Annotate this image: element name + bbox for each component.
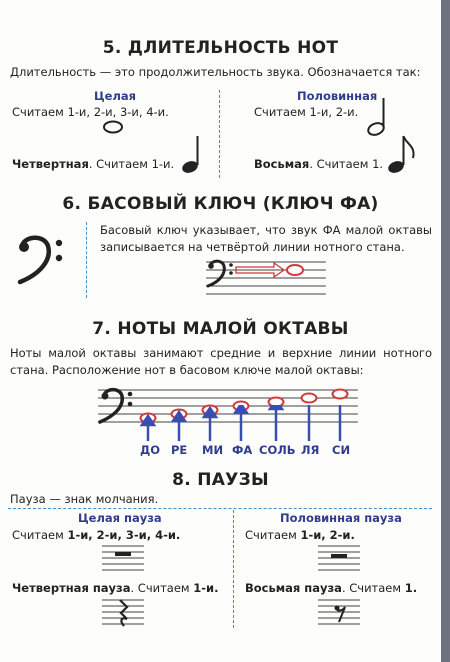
quarter-rest-label: Четвертная пауза [12, 581, 131, 595]
whole-note-text: Считаем 1-и, 2-и, 3-и, 4-и. [12, 105, 169, 119]
half-rest-icon [316, 544, 362, 574]
section5-intro: Длительность — это продолжительность звука. Обозначается так: [10, 65, 421, 79]
note-name-re: РЕ [171, 443, 188, 457]
quarter-rest-caption [12, 580, 218, 597]
whole-note-label: Целая [94, 89, 137, 103]
section8-divider-v [233, 510, 234, 628]
whole-rest-text-a: Считаем [12, 528, 68, 542]
quarter-rest-count: 1-и. [193, 581, 219, 595]
quarter-rest-icon [100, 598, 146, 628]
quarter-note-text: . Считаем 1-и. [88, 157, 175, 171]
eighth-rest-caption [245, 580, 417, 597]
note-name-fa: ФА [232, 443, 253, 457]
section7-text: Ноты малой октавы занимают средние и верхние линии нотного стана. Расположение нот в басовом ключе малой октавы: [10, 346, 432, 377]
eighth-rest-text-a: . Считаем [341, 581, 405, 595]
quarter-note-caption [12, 156, 174, 173]
eighth-note-caption [254, 156, 383, 173]
note-si-head [333, 390, 348, 399]
eighth-note-label: Восьмая [254, 157, 310, 171]
section8-divider-h [8, 508, 432, 509]
half-rest-text [245, 527, 355, 544]
half-rest-label: Половинная пауза [280, 511, 402, 525]
section5-title: 5. ДЛИТЕЛЬНОСТЬ НОТ [102, 38, 339, 58]
whole-rest-text [12, 527, 180, 544]
section6-text: Басовый ключ указывает, что звук ФА малой октавы записывается на четвёртой линии нотного стана. [100, 223, 432, 254]
note-name-si: СИ [332, 443, 351, 457]
note-name-la: ЛЯ [301, 443, 320, 457]
half-note-label: Половинная [297, 89, 378, 103]
eighth-note-text: . Считаем 1. [309, 157, 384, 171]
note-arrows [96, 405, 360, 441]
eighth-rest-label: Восьмая пауза [245, 581, 342, 595]
section6-title: 6. БАСОВЫЙ КЛЮЧ (КЛЮЧ ФА) [62, 194, 379, 214]
whole-rest-count: 1-и, 2-и, 3-и, 4-и. [67, 528, 181, 542]
half-rest-count: 1-и, 2-и. [300, 528, 355, 542]
note-la-head [302, 394, 317, 403]
section8-intro: Пауза — знак молчания. [10, 492, 159, 506]
half-note-text: Считаем 1-и, 2-и. [254, 105, 359, 119]
eighth-rest-icon [316, 598, 362, 628]
page-edge [441, 0, 450, 662]
quarter-note-icon [180, 134, 204, 176]
half-rest-text-a: Считаем [245, 528, 301, 542]
section7-title: 7. НОТЫ МАЛОЙ ОКТАВЫ [92, 319, 349, 339]
quarter-rest-text-a: . Считаем [130, 581, 194, 595]
note-name-sol: СОЛЬ [259, 443, 296, 457]
bass-clef-staff [204, 258, 328, 302]
bass-clef-large-icon [14, 232, 70, 288]
quarter-note-label: Четвертная [12, 157, 89, 171]
eighth-rest-count: 1. [404, 581, 418, 595]
whole-rest-label: Целая пауза [78, 511, 162, 525]
whole-note-icon [100, 119, 126, 135]
whole-rest-icon [100, 544, 146, 574]
section8-title: 8. ПАУЗЫ [172, 470, 269, 490]
note-name-do: ДО [140, 443, 161, 457]
note-name-mi: МИ [202, 443, 224, 457]
section6-divider [86, 222, 87, 298]
half-note-icon [366, 96, 390, 138]
eighth-note-icon [386, 134, 420, 176]
section5-divider [219, 90, 220, 178]
